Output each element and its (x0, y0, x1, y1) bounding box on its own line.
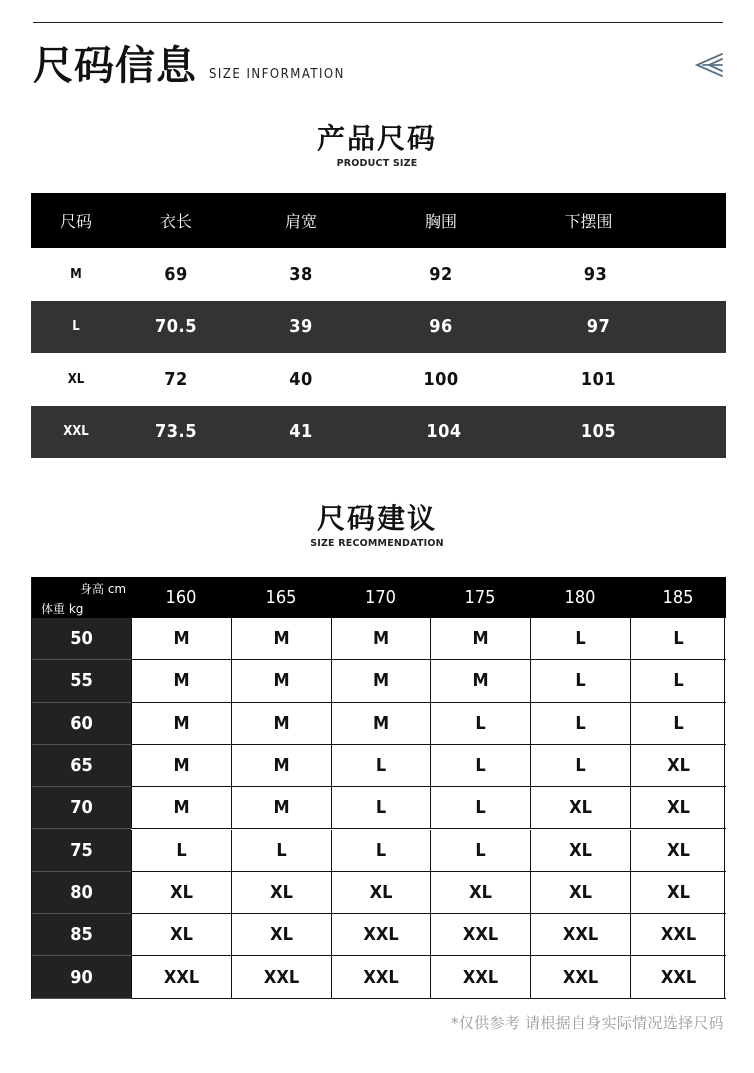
recommended-size-cell: XL (530, 872, 630, 914)
chest-cell: 96 (429, 316, 453, 338)
recommended-size-cell: XL (430, 872, 530, 914)
table-row (32, 787, 726, 829)
size-recommendation-title-cn: 尺码建议 (316, 502, 437, 535)
recommended-size-cell: M (231, 618, 331, 660)
column-header-length: 衣长 (159, 212, 192, 231)
weight-cell: 85 (32, 914, 131, 956)
recommended-size-cell: M (331, 618, 430, 660)
product-size-title-en: PRODUCT SIZE (336, 158, 418, 169)
shoulder-cell: 41 (289, 421, 313, 443)
recommended-size-cell: XL (131, 914, 231, 956)
weight-cell: 60 (32, 703, 131, 745)
recommended-size-cell: M (331, 660, 430, 702)
column-header-hem: 下摆围 (564, 212, 613, 231)
recommended-size-cell: L (630, 703, 726, 745)
size-cell: M (70, 266, 82, 282)
hem-cell: 97 (586, 316, 611, 338)
recommended-size-cell: XXL (231, 956, 331, 998)
recommended-size-cell: L (430, 703, 530, 745)
recommended-size-cell: M (131, 745, 231, 787)
length-cell: 72 (164, 368, 188, 390)
weight-cell: 50 (32, 618, 131, 660)
recommended-size-cell: M (430, 660, 530, 702)
recommendation-header-row (32, 577, 726, 618)
height-header-cell: 170 (365, 587, 396, 608)
table-row (32, 872, 726, 914)
recommended-size-cell: XL (630, 830, 726, 872)
page-subtitle: SIZE INFORMATION (209, 67, 345, 82)
chest-cell: 92 (429, 263, 453, 285)
recommended-size-cell: L (530, 703, 630, 745)
table-row (32, 830, 726, 872)
length-cell: 69 (164, 263, 188, 285)
recommended-size-cell: XL (530, 787, 630, 829)
recommended-size-cell: XXL (430, 956, 530, 998)
weight-cell: 75 (32, 830, 131, 872)
height-header-cell: 185 (662, 587, 694, 608)
hem-cell: 93 (583, 263, 608, 285)
table-row (32, 618, 726, 660)
footnote: *仅供参考 请根据自身实际情况选择尺码 (451, 1014, 724, 1032)
product-size-table (31, 193, 726, 458)
recommended-size-cell: L (530, 618, 630, 660)
recommended-size-cell: XL (231, 914, 331, 956)
recommended-size-cell: XL (630, 872, 726, 914)
recommended-size-cell: M (231, 787, 331, 829)
recommended-size-cell: L (430, 745, 530, 787)
shoulder-cell: 40 (289, 368, 313, 390)
height-axis-label: 身高 cm (80, 582, 127, 596)
recommended-size-cell: XXL (530, 914, 630, 956)
weight-cell: 70 (32, 787, 131, 829)
size-recommendation-title (0, 502, 754, 549)
weight-cell: 65 (32, 745, 131, 787)
table-row (32, 956, 726, 998)
column-header-shoulder: 肩宽 (284, 212, 317, 231)
height-header-cell: 180 (564, 587, 596, 608)
recommended-size-cell: XXL (630, 914, 726, 956)
top-divider (33, 22, 723, 23)
recommended-size-cell: XXL (530, 956, 630, 998)
weight-cell: 55 (32, 660, 131, 702)
weight-axis-label: 体重 kg (41, 602, 84, 616)
recommended-size-cell: XL (131, 872, 231, 914)
recommended-size-cell: L (231, 830, 331, 872)
weight-cell: 80 (32, 872, 131, 914)
recommended-size-cell: M (131, 703, 231, 745)
hem-cell: 101 (580, 368, 617, 390)
recommended-size-cell: L (331, 830, 430, 872)
hem-cell: 105 (580, 421, 617, 443)
recommended-size-cell: L (530, 660, 630, 702)
table-row (31, 353, 726, 406)
recommended-size-cell: L (630, 618, 726, 660)
recommended-size-cell: L (331, 787, 430, 829)
column-header-chest: 胸围 (424, 212, 457, 231)
recommended-size-cell: XXL (430, 914, 530, 956)
recommended-size-cell: M (231, 745, 331, 787)
recommended-size-cell: M (131, 660, 231, 702)
recommended-size-cell: L (430, 787, 530, 829)
height-header-cell: 175 (464, 587, 496, 608)
table-row (32, 745, 726, 787)
recommended-size-cell: XL (530, 830, 630, 872)
chest-cell: 104 (426, 421, 462, 443)
table-row (31, 406, 726, 459)
recommended-size-cell: L (530, 745, 630, 787)
recommended-size-cell: XXL (131, 956, 231, 998)
recommended-size-cell: XL (630, 745, 726, 787)
recommended-size-cell: M (231, 703, 331, 745)
recommended-size-cell: M (231, 660, 331, 702)
recommended-size-cell: M (131, 787, 231, 829)
recommended-size-cell: L (630, 660, 726, 702)
shoulder-cell: 39 (289, 316, 313, 338)
column-header-size: 尺码 (59, 212, 92, 231)
size-cell: L (72, 319, 80, 335)
page-header (33, 38, 345, 88)
length-cell: 73.5 (155, 421, 197, 443)
size-cell: XXL (63, 424, 89, 440)
recommended-size-cell: XL (331, 872, 430, 914)
recommended-size-cell: XXL (630, 956, 726, 998)
recommended-size-cell: L (131, 830, 231, 872)
page-title: 尺码信息 (33, 43, 197, 89)
recommended-size-cell: L (430, 830, 530, 872)
size-recommendation-title-en: SIZE RECOMMENDATION (310, 538, 444, 549)
height-header-cell: 165 (265, 587, 297, 608)
weight-cell: 90 (32, 956, 131, 998)
recommended-size-cell: XL (630, 787, 726, 829)
table-row (31, 248, 726, 301)
table-row (32, 914, 726, 956)
product-size-title-cn: 产品尺码 (316, 122, 437, 155)
chest-cell: 100 (423, 368, 459, 390)
height-header-cell: 160 (165, 587, 197, 608)
table-row (32, 660, 726, 702)
product-size-header-row (31, 193, 726, 248)
recommended-size-cell: L (331, 745, 430, 787)
recommended-size-cell: M (331, 703, 430, 745)
product-size-title (0, 122, 754, 169)
table-row (31, 301, 726, 354)
recommended-size-cell: XXL (331, 914, 430, 956)
shoulder-cell: 38 (289, 263, 313, 285)
size-recommendation-grid (31, 577, 725, 999)
size-cell: XL (67, 371, 85, 387)
recommended-size-cell: M (430, 618, 530, 660)
length-cell: 70.5 (155, 316, 197, 338)
chevron-left-lines-icon (695, 52, 723, 78)
recommended-size-cell: XL (231, 872, 331, 914)
table-row (32, 703, 726, 745)
recommended-size-cell: M (131, 618, 231, 660)
recommended-size-cell: XXL (331, 956, 430, 998)
